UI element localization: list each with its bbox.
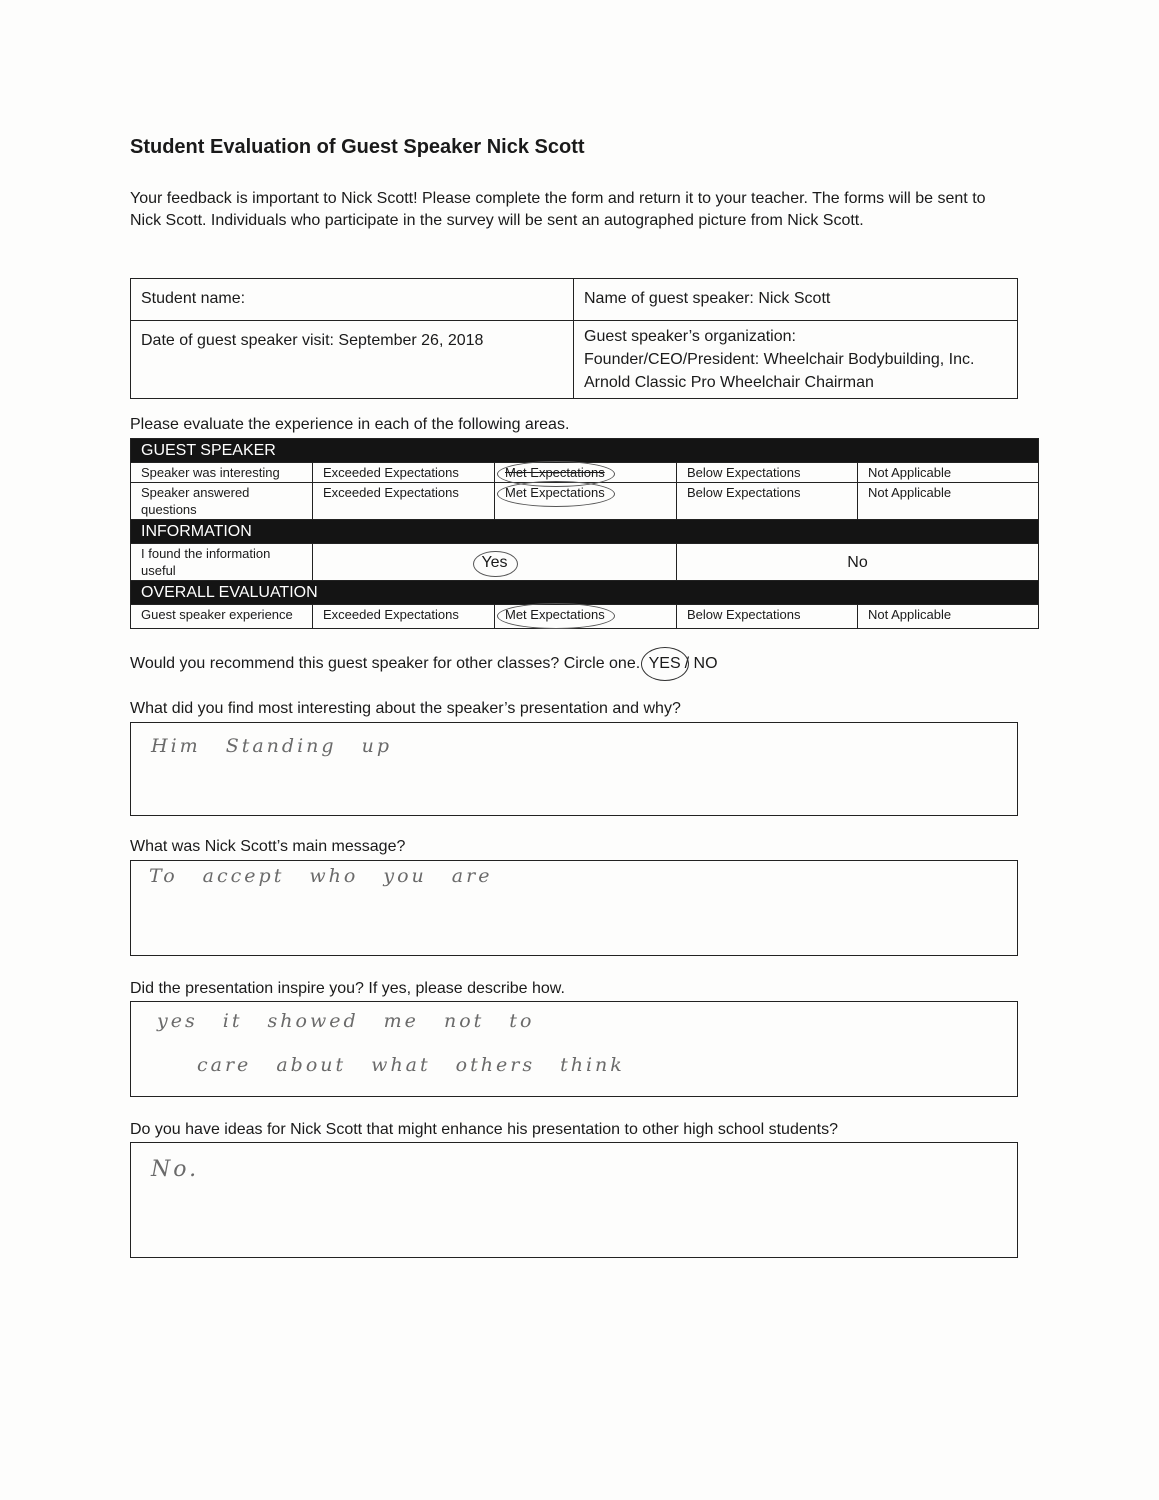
selected-circle: Met Expectations [505,465,605,480]
page-title: Student Evaluation of Guest Speaker Nick Scott [130,136,585,158]
info-table [130,278,1018,399]
option-exceeded[interactable]: Exceeded Expectations [313,605,495,629]
eval-row-interesting [131,463,1039,483]
student-name-label: Student name: [141,290,246,307]
option-na[interactable]: Not Applicable [858,463,1039,483]
row-label: Speaker answered questions [131,483,313,520]
question-3: Did the presentation inspire you? If yes, please describe how. [130,980,565,997]
answer-box-3[interactable] [130,1001,1018,1097]
recommend-no[interactable]: NO [693,655,718,672]
answer-1-line-1: Him Standing up [151,735,392,757]
answer-3-line-1: yes it showed me not to [157,1010,535,1032]
intro-text: Your feedback is important to Nick Scott! Please complete the form and return it to your teacher. The forms will be sent to Nick Scott. Individuals who participate in the survey will be sent an autographed picture from Nick Scott. [130,190,986,229]
section-title: OVERALL EVALUATION [131,581,1039,605]
option-met-selected[interactable] [495,483,677,520]
option-yes-selected[interactable] [313,544,677,581]
visit-date: Date of guest speaker visit: September 26, 2018 [141,332,484,349]
section-guest-speaker [131,439,1039,463]
eval-row-experience [131,605,1039,629]
answer-3-line-2: care about what others think [197,1054,625,1076]
eval-row-answered [131,483,1039,520]
student-name-cell[interactable] [131,279,574,321]
organization-cell [574,321,1018,399]
recommend-question [130,655,718,673]
answer-box-2[interactable] [130,860,1018,956]
option-met-selected[interactable] [495,605,677,629]
answer-4-line-1: No. [151,1157,200,1182]
visit-date-cell [131,321,574,399]
recommend-yes-selected[interactable]: YES [645,655,685,673]
answer-2-line-1: To accept who you are [149,865,493,887]
option-met-selected[interactable] [495,463,677,483]
section-title: GUEST SPEAKER [131,439,1039,463]
org-line-3: Arnold Classic Pro Wheelchair Chairman [584,374,874,391]
eval-row-useful [131,544,1039,581]
org-line-2: Founder/CEO/President: Wheelchair Bodybuilding, Inc. [584,351,975,368]
selected-circle: Met Expectations [505,485,605,500]
speaker-name: Name of guest speaker: Nick Scott [584,290,831,307]
evaluation-table [130,438,1039,629]
speaker-name-cell [574,279,1018,321]
selected-circle: Yes [481,553,508,571]
option-no[interactable]: No [677,544,1039,581]
row-label: Speaker was interesting [131,463,313,483]
option-below[interactable]: Below Expectations [677,483,858,520]
option-exceeded[interactable]: Exceeded Expectations [313,463,495,483]
section-overall [131,581,1039,605]
option-below[interactable]: Below Expectations [677,463,858,483]
question-2: What was Nick Scott’s main message? [130,838,406,855]
option-below[interactable]: Below Expectations [677,605,858,629]
recommend-slash: / [684,655,690,672]
question-4: Do you have ideas for Nick Scott that might enhance his presentation to other high school students? [130,1121,838,1138]
evaluate-label: Please evaluate the experience in each of the following areas. [130,416,570,433]
answer-box-1[interactable] [130,722,1018,816]
org-line-1: Guest speaker’s organization: [584,328,796,345]
selected-circle: Met Expectations [505,607,605,622]
option-exceeded[interactable]: Exceeded Expectations [313,483,495,520]
row-label: I found the information useful [131,544,313,581]
row-label: Guest speaker experience [131,605,313,629]
option-na[interactable]: Not Applicable [858,483,1039,520]
answer-box-4[interactable] [130,1142,1018,1258]
recommend-text: Would you recommend this guest speaker for other classes? Circle one. [130,655,641,672]
option-na[interactable]: Not Applicable [858,605,1039,629]
section-information [131,520,1039,544]
section-title: INFORMATION [131,520,1039,544]
question-1: What did you find most interesting about the speaker’s presentation and why? [130,700,681,717]
